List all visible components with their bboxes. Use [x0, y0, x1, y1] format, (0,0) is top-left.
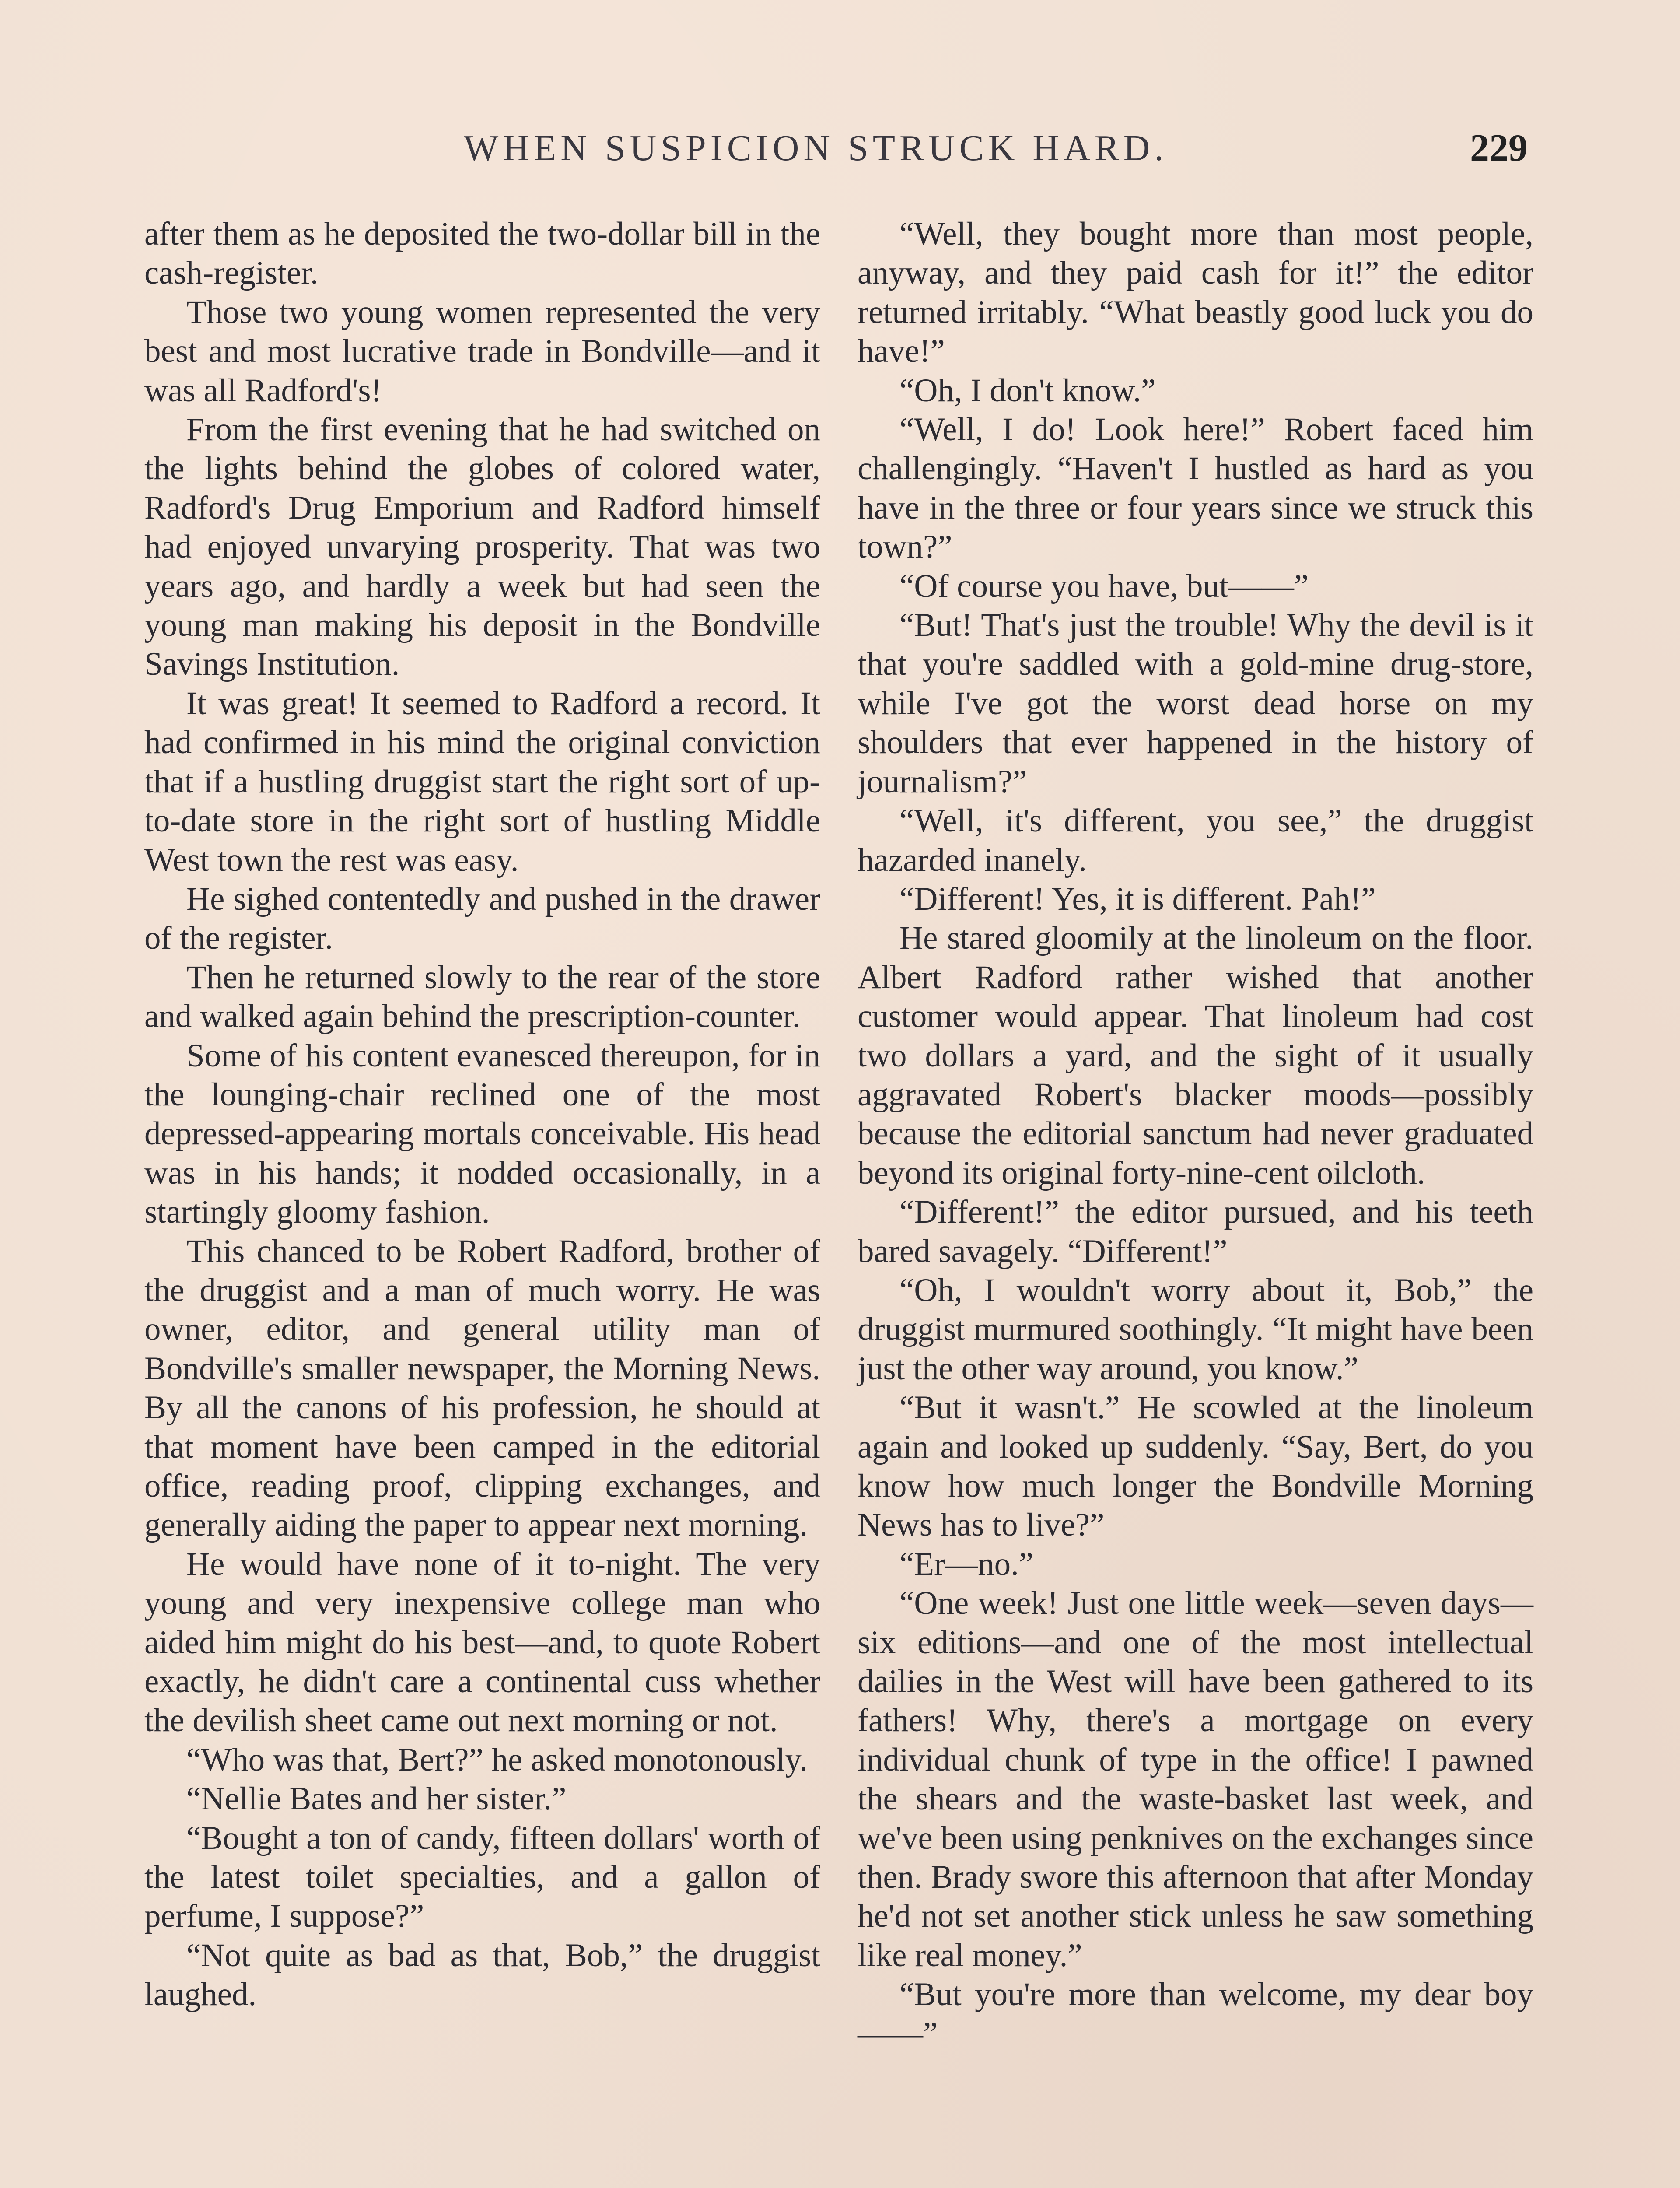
paragraph: “Well, they bought more than most people, anyway, and they paid cash for it!” the editor returned irritably. “What beastly good luck you do have!” — [858, 216, 1533, 370]
running-title: WHEN SUSPICION STRUCK HARD. — [464, 128, 1168, 168]
paragraph: “But it wasn't.” He scowled at the linoleum again and looked up suddenly. “Say, Bert, do you know how much longer the Bondville Morning News has to live?” — [858, 1389, 1533, 1543]
paragraph: “Well, it's different, you see,” the druggist hazarded inanely. — [858, 803, 1533, 878]
paragraph: “Different! Yes, it is different. Pah!” — [900, 880, 1376, 917]
paragraph: Some of his content evanesced thereupon, for in the lounging-chair reclined one of the most depressed-appearing mortals conceivable. His head was in his hands; it nodded occasionally, in a startingly gloomy fashion. — [144, 1037, 820, 1231]
paragraph: “Bought a ton of candy, fifteen dollars' worth of the latest toilet specialties, and a gallon of perfume, I suppose?” — [144, 1820, 820, 1935]
right-text-column — [858, 214, 1533, 2053]
paragraph: “Oh, I wouldn't worry about it, Bob,” the druggist murmured soothingly. “It might have been just the other way around, you know.” — [858, 1272, 1533, 1387]
paragraph: “Well, I do! Look here!” Robert faced him challengingly. “Haven't I hustled as hard as you have in the three or four years since we struck this town?” — [858, 411, 1533, 565]
paragraph: He stared gloomily at the linoleum on the floor. Albert Radford rather wished that another customer would appear. That linoleum had cost two dollars a yard, and the sight of it usually aggravated Robert's blacker moods—possibly because the editorial sanctum had never graduated beyond its original forty-nine-cent oilcloth. — [858, 920, 1533, 1191]
paragraph: “Nellie Bates and her sister.” — [186, 1781, 567, 1817]
paragraph: after them as he deposited the two-dollar bill in the cash-register. — [144, 216, 820, 291]
paragraph: “Er—no.” — [900, 1546, 1034, 1582]
paragraph: Those two young women represented the very best and most lucrative trade in Bondville—and it was all Radford's! — [144, 294, 820, 409]
paragraph: This chanced to be Robert Radford, brother of the druggist and a man of much worry. He was owner, editor, and general utility man of Bondville's smaller newspaper, the Morning News. By all the canons of his profession, he should at that moment have been camped in the editorial office, reading proof, clipping exchanges, and generally aiding the paper to appear next morning. — [144, 1233, 820, 1543]
page-number: 229 — [1470, 127, 1528, 169]
paragraph: “But! That's just the trouble! Why the devil is it that you're saddled with a gold-mine drug-store, while I've got the worst dead horse on my shoulders that ever happened in the history of journalism?” — [858, 607, 1533, 800]
paragraph: It was great! It seemed to Radford a record. It had confirmed in his mind the original conviction that if a hustling druggist start the right sort of up-to-date store in the right sort of hustling Middle West town the rest was easy. — [144, 685, 820, 878]
paragraph: “One week! Just one little week—seven days—six editions—and one of the most intellectual dailies in the West will have been gathered to its fathers! Why, there's a mortgage on every individual chunk of type in the office! I pawned the shears and the waste-basket last week, and we've been using penknives on the exchanges since then. Brady swore this afternoon that after Monday he'd not set another stick unless he saw something like real money.” — [858, 1585, 1533, 1974]
paragraph: He would have none of it to-night. The very young and very inexpensive college man who aided him might do his best—and, to quote Robert exactly, he didn't care a continental cuss whether the devilish sheet came out next morning or not. — [144, 1546, 820, 1739]
paragraph: “Oh, I don't know.” — [900, 372, 1156, 409]
paragraph: “But you're more than welcome, my dear boy——” — [858, 1976, 1533, 2052]
page-header — [0, 127, 1680, 179]
paragraph: “Not quite as bad as that, Bob,” the druggist laughed. — [144, 1937, 820, 2013]
paragraph: He sighed contentedly and pushed in the drawer of the register. — [144, 880, 820, 957]
paragraph: “Who was that, Bert?” he asked monotonously. — [186, 1741, 808, 1778]
left-text-column — [144, 214, 820, 2014]
paragraph: From the first evening that he had switched on the lights behind the globes of colored water, Radford's Drug Emporium and Radford himself had enjoyed unvarying prosperity. That was two years ago, and hardly a week but had seen the young man making his deposit in the Bondville Savings Institution. — [144, 411, 820, 683]
paragraph: “Different!” the editor pursued, and his teeth bared savagely. “Different!” — [858, 1194, 1533, 1269]
paragraph: Then he returned slowly to the rear of the store and walked again behind the prescription-counter. — [144, 959, 820, 1035]
paragraph: “Of course you have, but——” — [900, 568, 1309, 604]
